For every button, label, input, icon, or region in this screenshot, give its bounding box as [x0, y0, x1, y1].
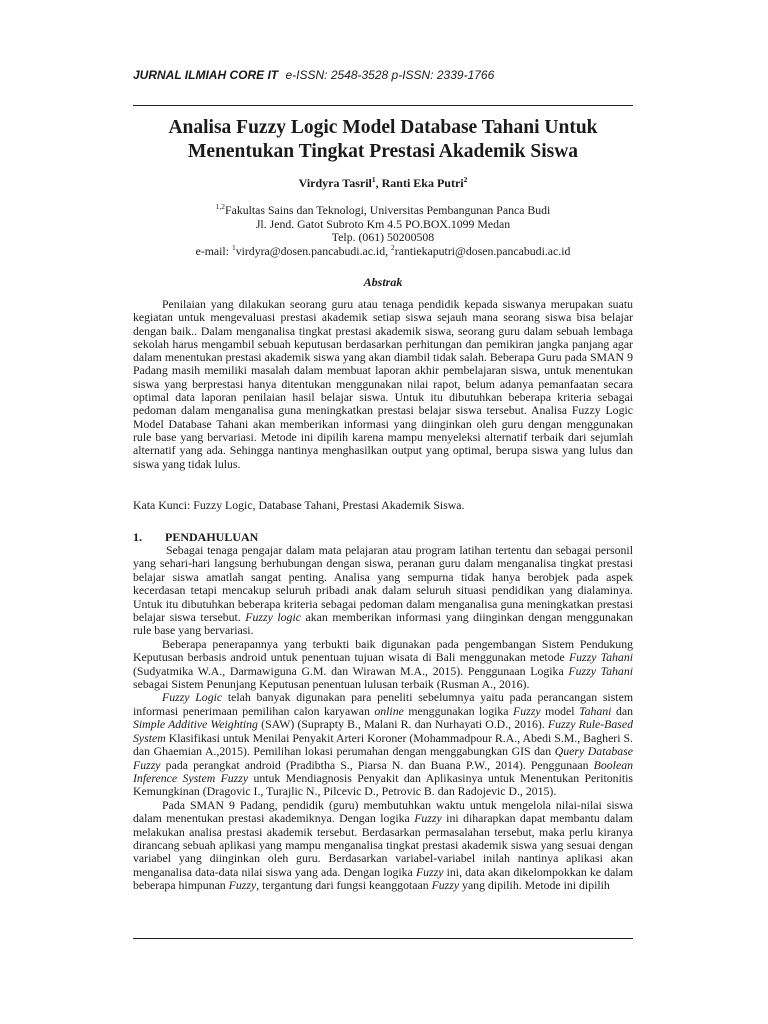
header-divider — [133, 105, 633, 106]
text-run: (Sudyatmika W.A., Darmawiguna G.M. dan Wirawan M.A., 2015). Penggunaan Logika — [133, 663, 569, 678]
author-2: Ranti Eka Putri — [381, 176, 464, 190]
author-1-sup: 1 — [371, 175, 376, 184]
text-run: Beberapa penerapannya yang terbukti baik digunakan pada pengembangan Sistem Pendukung Keputusan berbasis android untuk penentuan tujuan wisata di Bali menggunakan metode — [133, 636, 633, 665]
affiliation-phone: Telp. (061) 50200508 — [331, 230, 435, 244]
abstract-body — [133, 298, 633, 471]
paragraph-1 — [133, 544, 633, 638]
title-line-2: Menentukan Tingkat Prestasi Akademik Siswa — [187, 141, 579, 162]
term: Fuzzy — [415, 864, 444, 879]
abstract-heading: Abstrak — [363, 275, 403, 289]
email-2-sup: 2 — [391, 242, 395, 252]
term: Fuzzy Rule-Based System — [133, 717, 633, 745]
term: Simple Additive Weighting — [133, 717, 258, 732]
paragraph-2 — [133, 638, 633, 692]
term: online — [374, 703, 404, 718]
term: Tahani — [579, 703, 612, 718]
journal-issn: e-ISSN: 2548-3528 p-ISSN: 2339-1766 — [285, 68, 495, 82]
text-run: ini, data akan dikelompokkan ke dalam beberapa himpunan — [133, 864, 633, 893]
section-number: 1. — [133, 530, 142, 544]
text-run: Klasifikasi untuk Menilai Penyakit Arteri Koroner (Mohammadpour R.A., Abedi S.M., Bagheri S. dan Ghaemian A.,2015). Pemilihan lokasi perumahan dengan menggabungkan GIS dan — [133, 730, 633, 759]
text-run: model — [540, 703, 580, 718]
journal-name: JURNAL ILMIAH CORE IT — [133, 68, 279, 82]
text-run: pada perangkat android (Pradibtha S., Piarsa N. dan Buana P.W., 2014). Penggunaan — [160, 757, 594, 772]
text-run: ini diharapkan dapat membantu dalam melakukan analisa prestasi akademik tersebut. Berdasarkan permasalahan tersebut, maka perlu kiranya dirancang sebuah aplikasi yang mampu menganalisa tingkat prestasi akademik siswa yang sesuai dengan variabel yang diinginkan oleh guru. Berdasarkan variabel-variabel inilah nantinya aplikasi akan menganalisa data-data nilai siswa yang ada. Dengan logika — [133, 811, 633, 879]
text-run: Sebagai tenaga pengajar dalam mata pelajaran atau program latihan tertentu dan sebagai personil yang sehari-hari langsung berhubungan dengan siswa, peranan guru dalam menganalisa tingkat prestasi belajar siswa amatlah sangat penting. Analisa yang sempurna tidak hanya berobjek pada aspek kecerdasan tetapi mencakup seluruh pribadi anak dalam seluruh situasi pendidikan yang dialaminya. Untuk itu dibutuhkan beberapa kriteria sebagai pedoman dalam menganalisa guna meningkatkan prestasi belajar siswa tersebut. — [133, 543, 633, 625]
text-run: dan — [611, 703, 633, 718]
authors — [133, 176, 633, 191]
text-run: akan memberikan informasi yang diinginkan dengan menggunakan rule base yang bervariasi. — [133, 610, 634, 638]
term: Fuzzy — [513, 703, 541, 718]
text-run: (SAW) (Suprapty B., Malani R. dan Nurhayati O.D., 2016). — [257, 717, 548, 732]
email-label: e-mail: — [195, 243, 232, 258]
email-1-sup: 1 — [231, 242, 236, 252]
affiliation-address: Jl. Jend. Gatot Subroto Km 4.5 PO.BOX.1099 Medan — [255, 216, 511, 231]
text-run: telah banyak digunakan para peneliti sebelumnya yaitu pada perancangan sistem informasi penerimaan pemilihan calon karyawan — [133, 690, 633, 718]
keywords: Kata Kunci: Fuzzy Logic, Database Tahani, Prestasi Akademik Siswa. — [133, 498, 465, 512]
paragraph-4 — [133, 799, 633, 893]
term: Fuzzy — [228, 878, 257, 893]
affiliation — [133, 204, 633, 258]
author-1: Virdyra Tasril — [298, 176, 372, 190]
term: Fuzzy Tahani — [568, 663, 633, 678]
title-line-1: Analisa Fuzzy Logic Model Database Tahani Untuk — [168, 117, 598, 138]
text-run: sebagai Sistem Penunjang Keputusan penentuan lulusan terbaik (Rusman A., 2016). — [133, 677, 530, 692]
affiliation-email-line — [133, 242, 633, 259]
term: Fuzzy logic — [245, 610, 301, 625]
footer-divider — [133, 938, 633, 939]
paragraph-3 — [133, 691, 633, 798]
abstract-text: Penilaian yang dilakukan seorang guru atau tenaga pendidik kepada siswanya merupakan suatu kegiatan untuk mengevaluasi prestasi akademik setiap siswa sejauh mana seorang siswa bisa belajar dengan baik.. Dalam menganalisa tingkat prestasi akademik siswa, seorang guru dalam sebuah lembaga sekolah harus mengambil sebuah keputusan berdasarkan perhitungan dan pemikiran jangka panjang agar dalam menentukan prestasi akademik siswa yang akan diambil tidak salah. Beberapa Guru pada SMAN 9 Padang masih memiliki masalah dalam membuat laporan akhir pembelajaran siswa, untuk menentukan siswa yang berprestasi hanya ditentukan menggunakan nilai rapot, belum adanya pemanfaatan secara optimal data laporan penilaian hasil belajar siswa. Untuk itu dibutuhkan beberapa kriteria sebagai pedoman dalam menganalisa guna meningkatkan prestasi belajar siswa tersebut. Analisa Fuzzy Logic Model Database Tahani akan memberikan informasi yang diinginkan oleh guru dengan menggunakan rule base yang bervariasi. Metode ini dipilih karena mampu menyeleksi alternatif terbaik dari sejumlah alternatif yang ada. Sehingga nantinya menghasilkan output yang optimal, berupa siswa yang lulus dan siswa yang tidak lulus. — [133, 297, 633, 471]
affiliation-faculty-line — [133, 204, 633, 218]
term: Fuzzy — [431, 878, 460, 893]
text-run: yang dipilih. Metode ini dipilih — [459, 878, 610, 893]
email-2: rantiekaputri@dosen.pancabudi.ac.id — [394, 243, 571, 258]
term: Fuzzy Logic — [162, 690, 223, 705]
author-separator: , — [375, 176, 382, 190]
term: Boolean Inference System Fuzzy — [133, 757, 633, 785]
affiliation-sup: 1,2 — [215, 202, 226, 211]
journal-header — [133, 68, 633, 82]
text-run: menggunakan logika — [403, 703, 514, 718]
email-1: virdyra@dosen.pancabudi.ac.id, — [235, 243, 392, 258]
section-title: PENDAHULUAN — [165, 530, 259, 544]
author-2-sup: 2 — [463, 175, 468, 184]
text-run: untuk Mendiagnosis Penyakit dan Aplikasinya untuk Menentukan Peritonitis Kemungkinan (Dragovic I., Turajlic N., Pilcevic D., Petrovic B. dan Radojevic D., 2015). — [133, 770, 633, 799]
term: Query Database Fuzzy — [133, 744, 633, 772]
affiliation-faculty: Fakultas Sains dan Teknologi, Universitas Pembangunan Panca Budi — [225, 203, 551, 217]
paper-title — [133, 116, 633, 164]
section-body — [133, 544, 633, 893]
term: Fuzzy — [414, 811, 442, 826]
text-run: , tergantung dari fungsi keanggotaan — [256, 878, 432, 893]
text-run: Pada SMAN 9 Padang, pendidik (guru) membutuhkan waktu untuk mengelola nilai-nilai siswa dalam menentukan prestasi akademiknya. Dengan logika — [133, 797, 633, 826]
term: Fuzzy Tahani — [568, 650, 633, 665]
